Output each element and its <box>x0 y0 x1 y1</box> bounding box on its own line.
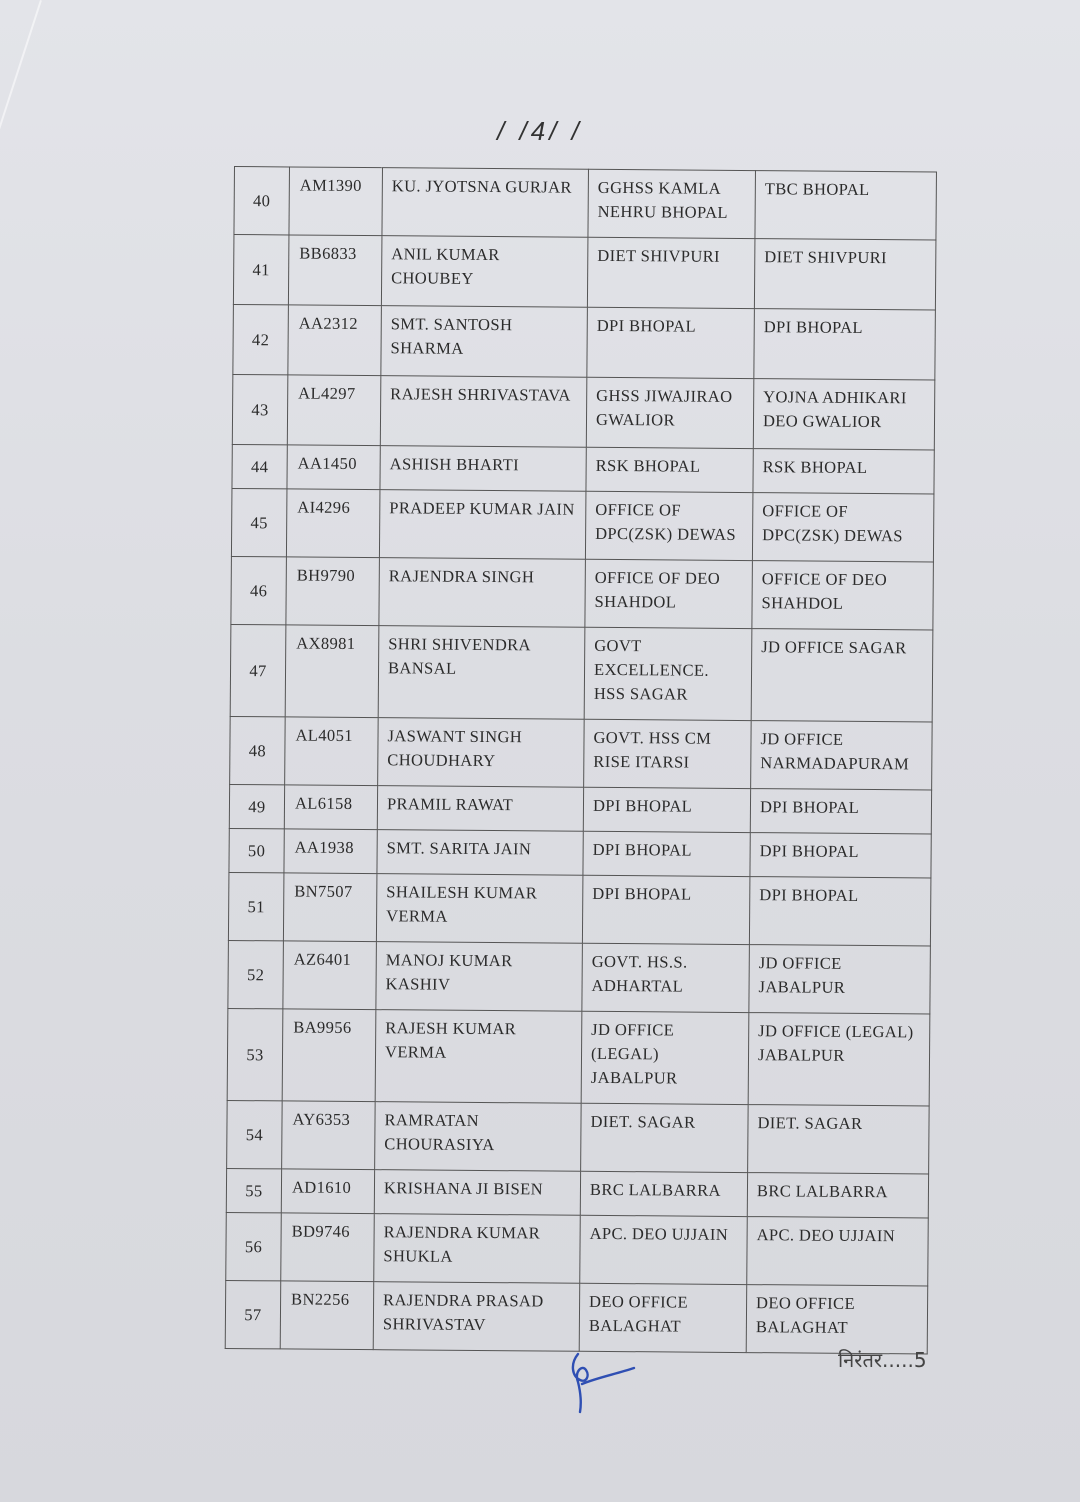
current-posting-cell: DIET SHIVPURI <box>587 237 755 308</box>
current-posting-cell: GGHSS KAMLA NEHRU BHOPAL <box>588 169 756 238</box>
new-posting-cell: RSK BHOPAL <box>753 449 934 494</box>
employee-name-cell: KRISHANA JI BISEN <box>374 1170 580 1216</box>
new-posting-cell: DPI BHOPAL <box>750 833 931 878</box>
employee-name-cell: PRADEEP KUMAR JAIN <box>379 490 586 560</box>
employee-name-cell: RAJENDRA PRASAD SHRIVASTAV <box>373 1282 580 1352</box>
serial-number-cell: 46 <box>231 556 287 624</box>
employee-name-cell: MANOJ KUMAR KASHIV <box>376 942 583 1012</box>
serial-number-cell: 43 <box>232 374 288 444</box>
transfer-list-table <box>225 166 937 1354</box>
new-posting-cell: DPI BHOPAL <box>749 877 931 946</box>
new-posting-cell: DPI BHOPAL <box>750 789 931 834</box>
table-row <box>226 1212 929 1286</box>
current-posting-cell: OFFICE OF DEO SHAHDOL <box>585 559 753 628</box>
employee-code-cell: BD9746 <box>281 1213 375 1282</box>
new-posting-cell: YOJNA ADHIKARI DEO GWALIOR <box>753 379 935 450</box>
employee-code-cell: AL6158 <box>284 785 377 830</box>
employee-name-cell: RAMRATAN CHOURASIYA <box>375 1102 582 1172</box>
current-posting-cell: RSK BHOPAL <box>586 447 753 492</box>
employee-name-cell: PRAMIL RAWAT <box>377 786 583 832</box>
table-row <box>230 716 933 790</box>
employee-code-cell: AL4051 <box>285 717 379 786</box>
table-row <box>231 488 934 562</box>
employee-code-cell: AY6353 <box>282 1101 376 1170</box>
table-row <box>232 374 935 450</box>
employee-code-cell: BN2256 <box>280 1281 374 1350</box>
employee-name-cell: RAJESH SHRIVASTAVA <box>380 376 587 448</box>
new-posting-cell: JD OFFICE NARMADAPURAM <box>751 721 933 790</box>
table-row <box>234 167 937 241</box>
employee-code-cell: AD1610 <box>281 1169 374 1214</box>
serial-number-cell: 44 <box>232 444 287 488</box>
serial-number-cell: 47 <box>230 624 286 716</box>
employee-name-cell: SHAILESH KUMAR VERMA <box>376 874 583 944</box>
table-row <box>227 1100 930 1174</box>
signature-image <box>560 1346 650 1426</box>
table-row <box>229 828 931 878</box>
employee-code-cell: AA2312 <box>288 305 382 376</box>
employee-name-cell: RAJENDRA SINGH <box>379 558 586 628</box>
current-posting-cell: DIET. SAGAR <box>581 1103 749 1172</box>
new-posting-cell: DEO OFFICE BALAGHAT <box>746 1285 928 1354</box>
employee-name-cell: KU. JYOTSNA GURJAR <box>382 168 589 238</box>
serial-number-cell: 45 <box>231 488 287 556</box>
current-posting-cell: GHSS JIWAJIRAO GWALIOR <box>586 377 754 448</box>
table-row <box>233 304 936 380</box>
employee-code-cell: AM1390 <box>289 167 383 236</box>
current-posting-cell: DPI BHOPAL <box>583 787 750 832</box>
employee-name-cell: SMT. SARITA JAIN <box>377 830 583 876</box>
table-row <box>233 235 936 311</box>
continued-note: निरंतर.....5 <box>838 1348 927 1372</box>
serial-number-cell: 52 <box>228 940 284 1008</box>
serial-number-cell: 50 <box>229 828 284 872</box>
new-posting-cell: JD OFFICE SAGAR <box>751 629 933 722</box>
employee-code-cell: AX8981 <box>285 625 379 718</box>
new-posting-cell: DIET SHIVPURI <box>754 239 936 310</box>
table-row <box>232 444 934 494</box>
new-posting-cell: APC. DEO UJJAIN <box>747 1217 929 1286</box>
employee-name-cell: ANIL KUMAR CHOUBEY <box>381 236 588 308</box>
employee-code-cell: AA1938 <box>284 829 377 874</box>
employee-code-cell: AI4296 <box>286 489 380 558</box>
serial-number-cell: 56 <box>226 1212 282 1280</box>
current-posting-cell: APC. DEO UJJAIN <box>580 1215 748 1284</box>
employee-name-cell: JASWANT SINGH CHOUDHARY <box>378 718 585 788</box>
serial-number-cell: 57 <box>225 1280 281 1348</box>
employee-code-cell: BB6833 <box>288 235 382 306</box>
employee-name-cell: SHRI SHIVENDRA BANSAL <box>378 626 585 720</box>
employee-name-cell: RAJENDRA KUMAR SHUKLA <box>374 1214 581 1284</box>
serial-number-cell: 54 <box>227 1100 283 1168</box>
table-row <box>228 872 931 946</box>
new-posting-cell: JD OFFICE JABALPUR <box>749 945 931 1014</box>
employee-code-cell: BH9790 <box>286 557 380 626</box>
paper-fold-shadow <box>0 0 42 200</box>
current-posting-cell: GOVT. HS.S. ADHARTAL <box>582 943 750 1012</box>
table-row <box>228 940 931 1014</box>
table-row <box>226 1168 928 1218</box>
new-posting-cell: OFFICE OF DEO SHAHDOL <box>752 561 934 630</box>
new-posting-cell: OFFICE OF DPC(ZSK) DEWAS <box>752 493 934 562</box>
table-body <box>225 167 936 1354</box>
table-row <box>227 1008 930 1106</box>
serial-number-cell: 51 <box>228 872 284 940</box>
serial-number-cell: 40 <box>234 167 290 235</box>
employee-code-cell: AA1450 <box>287 445 380 490</box>
serial-number-cell: 55 <box>226 1168 281 1212</box>
new-posting-cell: BRC LALBARRA <box>747 1173 928 1218</box>
current-posting-cell: GOVT. HSS CM RISE ITARSI <box>584 719 752 788</box>
new-posting-cell: JD OFFICE (LEGAL) JABALPUR <box>748 1013 930 1106</box>
serial-number-cell: 49 <box>229 784 284 828</box>
page-marker: / /4/ / <box>497 116 583 146</box>
employee-name-cell: RAJESH KUMAR VERMA <box>375 1010 582 1104</box>
employee-code-cell: BN7507 <box>283 873 377 942</box>
employee-code-cell: AL4297 <box>287 375 381 446</box>
table-row <box>231 556 934 630</box>
table-row <box>229 784 931 834</box>
current-posting-cell: GOVT EXCELLENCE. HSS SAGAR <box>584 627 752 720</box>
new-posting-cell: DPI BHOPAL <box>754 309 936 380</box>
current-posting-cell: JD OFFICE (LEGAL) JABALPUR <box>581 1011 749 1104</box>
serial-number-cell: 41 <box>233 235 289 305</box>
table-row <box>230 624 933 722</box>
table-row <box>225 1280 928 1354</box>
serial-number-cell: 48 <box>230 716 286 784</box>
employee-code-cell: BA9956 <box>282 1009 376 1102</box>
current-posting-cell: DPI BHOPAL <box>583 831 750 876</box>
employee-name-cell: SMT. SANTOSH SHARMA <box>381 306 588 378</box>
current-posting-cell: OFFICE OF DPC(ZSK) DEWAS <box>585 491 753 560</box>
current-posting-cell: DPI BHOPAL <box>582 875 750 944</box>
employee-code-cell: AZ6401 <box>283 941 377 1010</box>
current-posting-cell: DPI BHOPAL <box>587 307 755 378</box>
serial-number-cell: 53 <box>227 1008 283 1100</box>
current-posting-cell: BRC LALBARRA <box>580 1171 747 1216</box>
new-posting-cell: TBC BHOPAL <box>755 171 937 240</box>
current-posting-cell: DEO OFFICE BALAGHAT <box>579 1283 747 1352</box>
new-posting-cell: DIET. SAGAR <box>748 1105 930 1174</box>
employee-name-cell: ASHISH BHARTI <box>380 446 586 492</box>
serial-number-cell: 42 <box>233 304 289 374</box>
